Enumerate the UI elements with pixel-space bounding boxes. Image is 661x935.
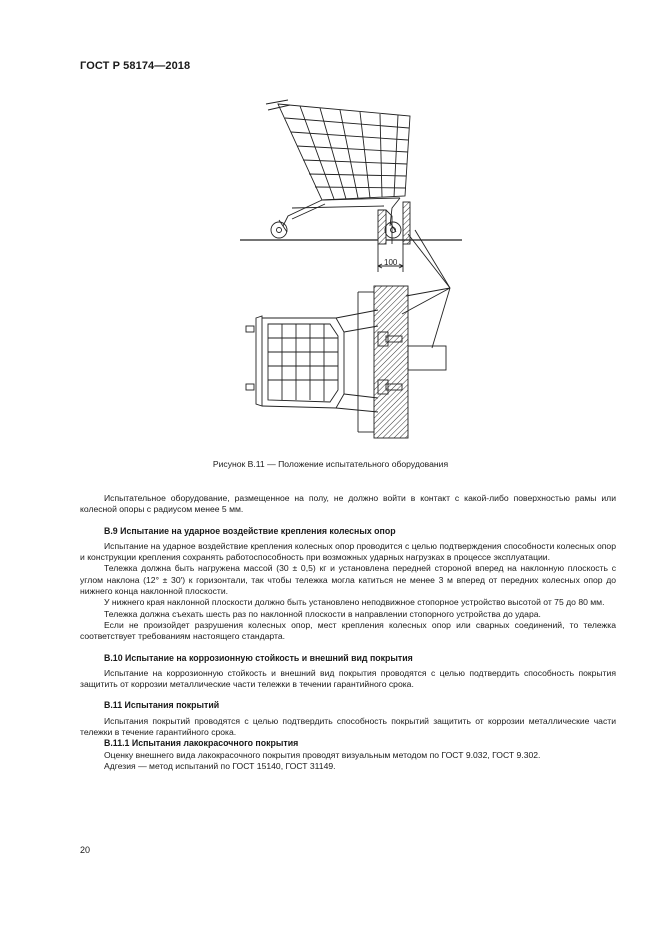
paragraph: Испытательное оборудование, размещенное на полу, не должно войти в контакт с какой-либо поверхностью рамы или колесной опоры с радиусом менее 5 мм. (80, 493, 616, 515)
paragraph: Если не произойдет разрушения колесных опор, мест крепления колесных опор или сварных соединений, то тележка соответствует требованиям настоящего стандарта. (80, 619, 616, 642)
paragraph: Тележка должна быть нагружена массой (30 ± 0,5) кг и установлена передней стороной вперед на наклонную плоскость с углом наклона (12° ± 30′) к горизонтали, так чтобы тележка могла катиться не менее 3 м вперед от передних колесных опор до нижнего конца наклонной плоскости. (80, 563, 616, 597)
dimension-label: 100 (384, 258, 398, 267)
paragraph: Испытания покрытий проводятся с целью подтвердить способность покрытий защитить от коррозии металлические части тележки в течение гарантийного срока. (80, 715, 616, 738)
paragraph: Адгезия — метод испытаний по ГОСТ 15140, ГОСТ 31149. (104, 760, 336, 771)
section-heading: В.11 Испытания покрытий (104, 700, 220, 711)
page-number: 20 (80, 845, 91, 855)
paragraph: Тележка должна съехать шесть раз по наклонной плоскости в направлении стопорного устройства до удара. (104, 608, 541, 619)
body-text (80, 493, 616, 772)
cart-plan-view (246, 286, 446, 438)
cart-side-view (240, 100, 462, 240)
leader-lines (402, 230, 450, 348)
section-heading: В.10 Испытание на коррозионную стойкость и внешний вид покрытия (104, 652, 413, 663)
figure-caption: Рисунок В.11 — Положение испытательного оборудования (212, 459, 449, 469)
standard-header: ГОСТ Р 58174—2018 (80, 60, 191, 72)
section-heading: В.9 Испытание на ударное воздействие крепления колесных опор (104, 525, 396, 536)
section-heading: В.11.1 Испытания лакокрасочного покрытия (104, 738, 299, 749)
paragraph: Оценку внешнего вида лакокрасочного покрытия проводят визуальным методом по ГОСТ 9.032, ГОСТ 9.302. (104, 749, 541, 760)
paragraph: Испытание на коррозионную стойкость и внешний вид покрытия проводятся с целью подтвердить способность покрытия защитить от коррозии металлические части тележки в течении гарантийного срока. (80, 667, 616, 690)
figure-test-equipment (232, 72, 462, 447)
paragraph: Испытание на ударное воздействие крепления колесных опор проводится с целью подтверждения способности колесных опор и конструкции крепления сохранять работоспособность при возможных ударных нагрузках в процессе эксплуатации. (80, 540, 616, 563)
paragraph: У нижнего края наклонной плоскости должно быть установлено неподвижное стопорное устройство высотой от 75 до 80 мм. (104, 597, 605, 608)
